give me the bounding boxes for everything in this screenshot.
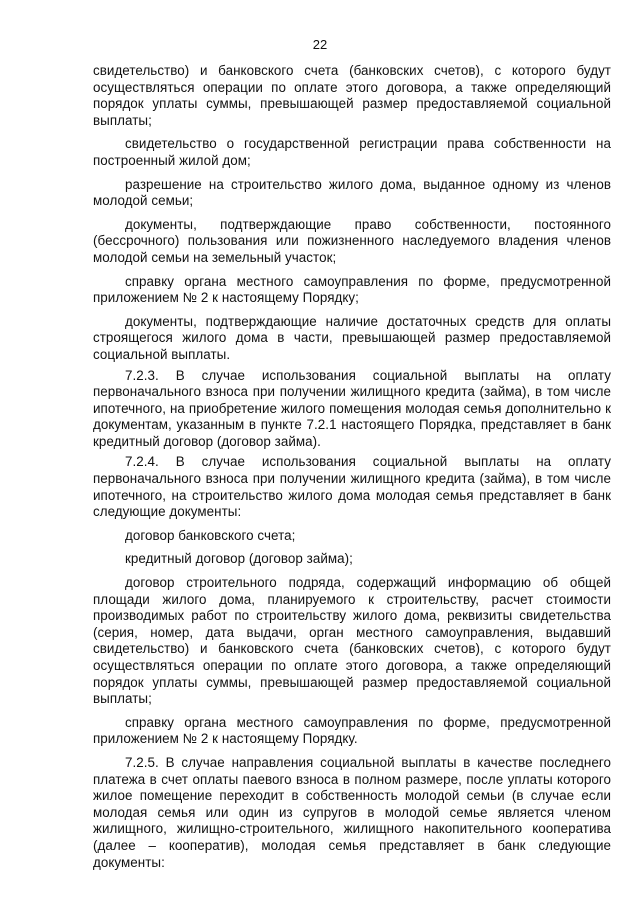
paragraph-continuation: свидетельство) и банковского счета (банковских счетов), с которого будут осуществляться операции по оплате этого договора, а также определяющий порядок уплаты суммы, превышающей размер предоставляемой социальной выплаты; — [93, 63, 611, 128]
section-7-2-4: 7.2.4. В случае использования социальной выплаты на оплату первоначального взноса при получении жилищного кредита (займа), в том числе ипотечного, на строительство жилого дома молодая семья представляет в банк следующие документы: — [93, 454, 611, 520]
paragraph: кредитный договор (договор займа); — [125, 551, 353, 567]
paragraph: разрешение на строительство жилого дома, выданное одному из членов молодой семьи; — [93, 176, 611, 209]
paragraph: свидетельство о государственной регистрации права собственности на построенный жилой дом; — [93, 136, 611, 168]
page-number: 22 — [312, 37, 328, 52]
document-body — [93, 63, 611, 871]
paragraph: документы, подтверждающие право собственности, постоянного (бессрочного) пользования или пожизненного наследуемого владения членов молодой семьи на земельный участок; — [93, 216, 611, 265]
paragraph: справку органа местного самоуправления по форме, предусмотренной приложением № 2 к настоящему Порядку. — [93, 714, 611, 747]
paragraph: договор строительного подряда, содержащий информацию об общей площади жилого дома, планируемого к строительству, расчет стоимости производимых работ по строительству жилого дома, реквизиты свидетельства (серия, номер, дата выдачи, орган местного самоуправления, выдавший свидетельство) и банковского счета (банковских счетов), с которого будут осуществляться операции по оплате этого договора, а также определяющий порядок уплаты суммы, превышающей размер предоставляемой социальной выплаты; — [93, 575, 611, 707]
section-7-2-5: 7.2.5. В случае направления социальной выплаты в качестве последнего платежа в счет оплаты паевого взноса в полном размере, после уплаты которого жилое помещение переходит в собственность молодой семьи (в случае если молодая семья или один из супругов в молодой семье является членом жилищного, жилищно-строительного, жилищного накопительного кооператива (далее – кооператив), молодая семья представляет в банк следующие документы: — [93, 754, 611, 870]
paragraph: документы, подтверждающие наличие достаточных средств для оплаты строящегося жилого дома в части, превышающей размер предоставляемой социальной выплаты. — [93, 313, 611, 362]
paragraph: договор банковского счета; — [125, 527, 296, 543]
paragraph: справку органа местного самоуправления по форме, предусмотренной приложением № 2 к настоящему Порядку; — [93, 273, 611, 306]
section-7-2-3: 7.2.3. В случае использования социальной выплаты на оплату первоначального взноса при получении жилищного кредита (займа), в том числе ипотечного, на приобретение жилого помещения молодая семья дополнительно к документам, указанным в пункте 7.2.1 настоящего Порядка, представляет в банк кредитный договор (договор займа). — [93, 367, 611, 449]
